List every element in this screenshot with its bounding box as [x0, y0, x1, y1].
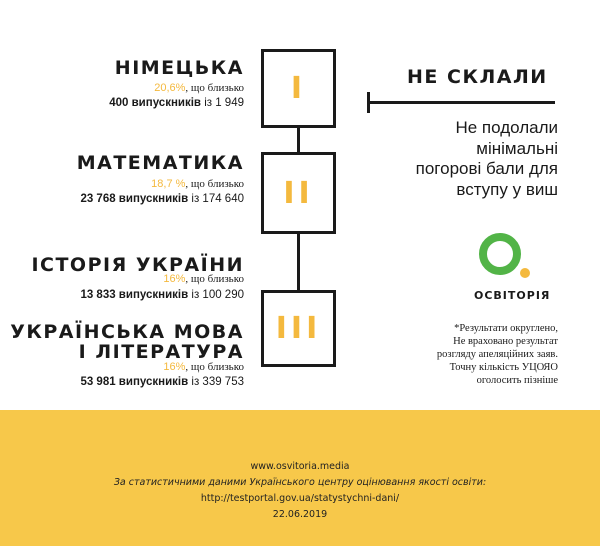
- legend-tick: [367, 92, 370, 113]
- subject-pct: 18,7 %: [151, 178, 186, 190]
- subject-pct-suffix: , що близько: [185, 361, 244, 373]
- subject-pct: 16%: [163, 273, 186, 285]
- subject-count-line: [80, 376, 244, 388]
- legend-desc-line: погорові бали для: [415, 159, 558, 178]
- subject-title: НІМЕЦЬКА: [114, 57, 244, 79]
- subject-count: 23 768 випускників: [80, 193, 189, 205]
- subject-count-mid: із: [188, 193, 203, 205]
- subject-count-line: [109, 97, 244, 109]
- subject-pct-line: [154, 82, 244, 94]
- level-roman: III: [275, 311, 322, 346]
- legend-line: [369, 101, 555, 104]
- subject-count: 13 833 випускників: [80, 289, 189, 301]
- subject-count: 53 981 випускників: [80, 376, 189, 388]
- note: [437, 322, 558, 387]
- subject-count-line: [80, 193, 244, 205]
- subject-count-line: [80, 289, 244, 301]
- subject-total: 1 949: [215, 97, 244, 109]
- note-line: розгляду апеляційних заяв.: [436, 349, 558, 360]
- logo: [470, 230, 550, 290]
- legend-title: НЕ СКЛАЛИ: [407, 66, 548, 88]
- level-box: [261, 49, 336, 128]
- subject-title-line1: УКРАЇНСЬКА МОВА: [10, 321, 244, 343]
- subject-pct-line: [151, 178, 244, 190]
- connector-line: [297, 128, 300, 152]
- legend-desc-line: мінімальні: [476, 138, 558, 158]
- subject-pct-suffix: , що близько: [185, 178, 244, 190]
- subject-pct-suffix: , що близько: [185, 273, 244, 285]
- connector-line: [297, 234, 300, 290]
- footer-source: За статистичними даними Українського центру оцінювання якості освіти:: [113, 477, 487, 488]
- subject-title: ІСТОРІЯ УКРАЇНИ: [31, 254, 244, 276]
- note-line: оголосить пізніше: [476, 375, 558, 386]
- subject-pct: 20,6%: [154, 82, 186, 94]
- subject-pct-suffix: , що близько: [185, 82, 244, 94]
- subject-title: МАТЕМАТИКА: [76, 152, 244, 174]
- subject-count-mid: із: [188, 376, 203, 388]
- subject-total: 100 290: [202, 289, 244, 301]
- subject-pct-line: [163, 361, 244, 373]
- subject-pct: 16%: [163, 361, 186, 373]
- logo-text: ОСВІТОРІЯ: [474, 289, 551, 302]
- subject-count-mid: із: [188, 289, 203, 301]
- subject-count: 400 випускників: [109, 97, 201, 109]
- note-line: Не враховано результат: [453, 336, 558, 347]
- note-line: *Результати округлено,: [454, 323, 558, 334]
- level-roman: II: [283, 175, 314, 211]
- subject-total: 174 640: [202, 193, 244, 205]
- note-line: Точну кількість УЦОЯО: [449, 362, 558, 373]
- subject-title-line2: І ЛІТЕРАТУРА: [78, 341, 244, 363]
- logo-mark-icon: [470, 230, 550, 290]
- level-box: [261, 152, 336, 234]
- legend-desc-line: вступу у виш: [456, 179, 558, 199]
- footer-date: 22.06.2019: [272, 509, 328, 520]
- level-roman: I: [290, 71, 307, 106]
- subject-total: 339 753: [202, 376, 244, 388]
- subject-count-mid: із: [201, 97, 216, 109]
- legend-description: [416, 118, 558, 200]
- subject-pct-line: [163, 273, 244, 285]
- footer-site: www.osvitoria.media: [250, 461, 350, 472]
- level-box: [261, 290, 336, 367]
- legend-desc-line: Не подолали: [455, 118, 558, 137]
- footer-url: http://testportal.gov.ua/statystychni-dani/: [200, 493, 400, 504]
